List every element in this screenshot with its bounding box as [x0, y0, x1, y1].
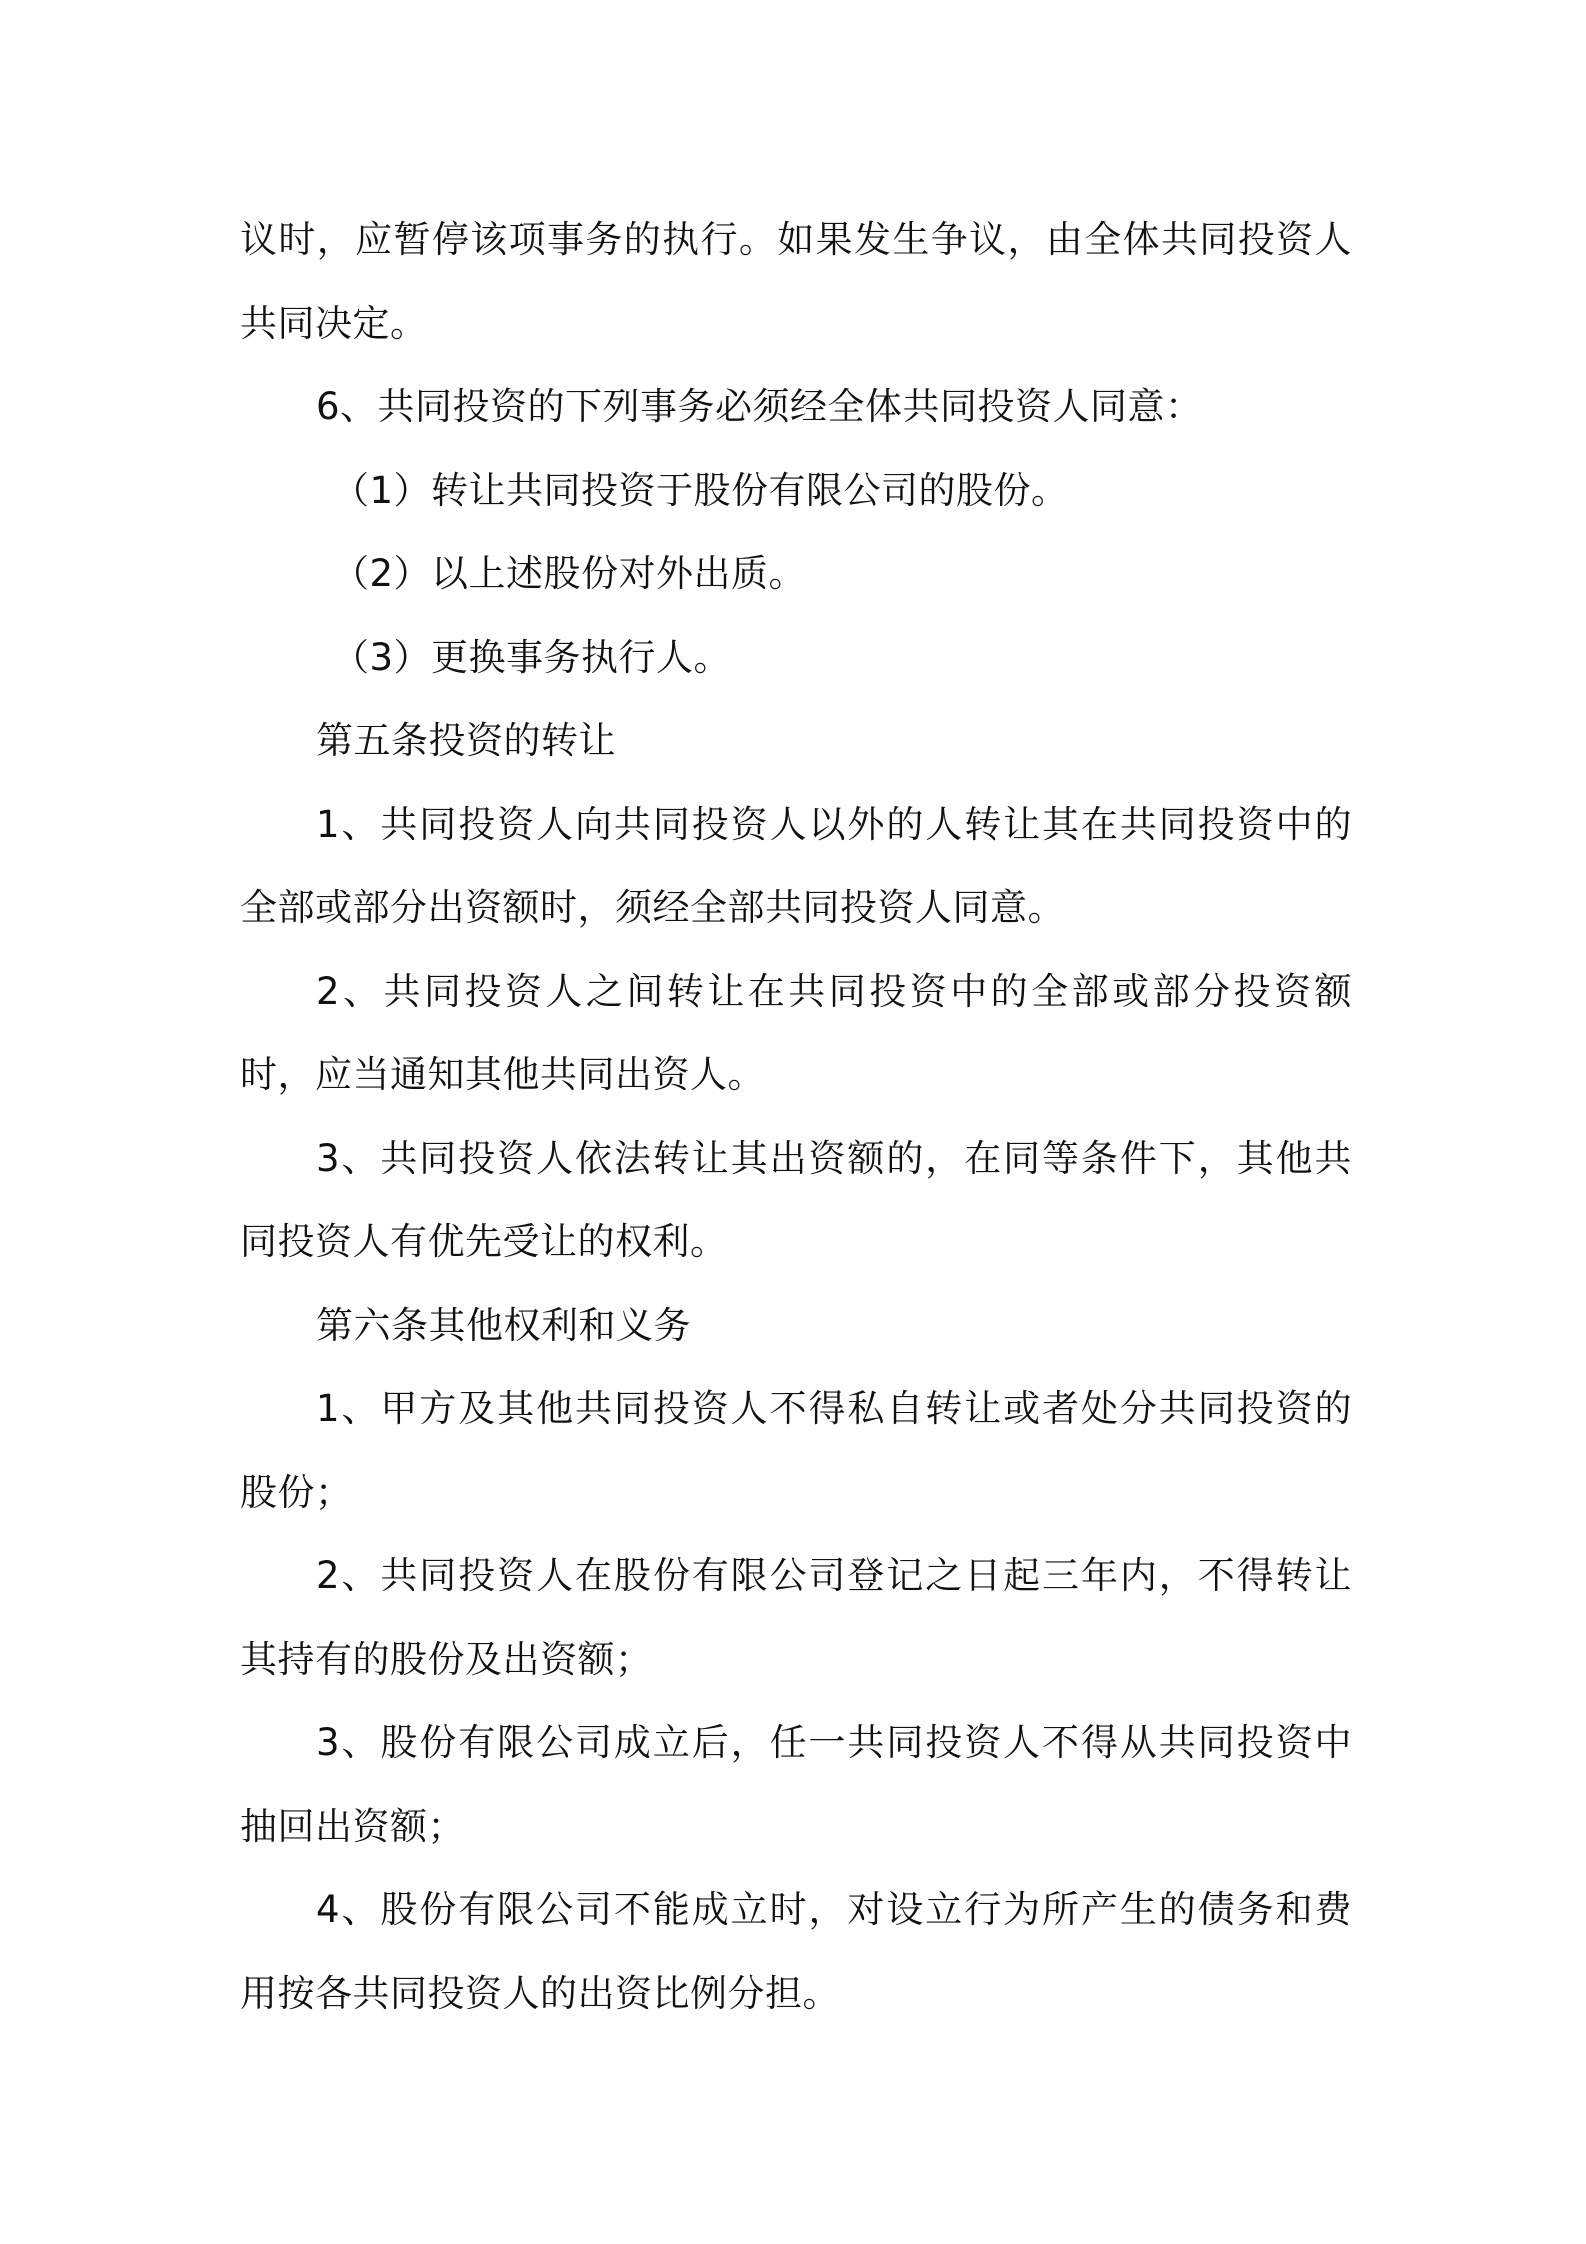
article-6-heading: 第六条其他权利和义务 — [316, 1303, 691, 1347]
article-6-clause-1: 1、甲方及其他共同投资人不得私自转让或者处分共同投资的股份； — [240, 1387, 1352, 1514]
document-body — [240, 198, 1352, 2035]
clause-6: 6、共同投资的下列事务必须经全体共同投资人同意： — [316, 385, 1203, 428]
article-5-clause-2: 2、共同投资人之间转让在共同投资中的全部或部分投资额时，应当通知其他共同出资人。 — [240, 969, 1352, 1096]
article-6-clause-2: 2、共同投资人在股份有限公司登记之日起三年内，不得转让其持有的股份及出资额； — [240, 1554, 1352, 1681]
list-item-2: （2）以上述股份对外出质。 — [332, 552, 807, 595]
article-6-clause-4: 4、股份有限公司不能成立时，对设立行为所产生的债务和费用按各共同投资人的出资比例分担。 — [240, 1888, 1352, 2015]
paragraph-continuation: 议时，应暂停该项事务的执行。如果发生争议，由全体共同投资人共同决定。 — [240, 218, 1352, 345]
list-item-1: （1）转让共同投资于股份有限公司的股份。 — [332, 468, 1069, 512]
article-5-clause-3: 3、共同投资人依法转让其出资额的，在同等条件下，其他共同投资人有优先受让的权利。 — [240, 1136, 1352, 1263]
article-5-clause-1: 1、共同投资人向共同投资人以外的人转让其在共同投资中的全部或部分出资额时，须经全部共同投资人同意。 — [240, 802, 1352, 929]
article-5-heading: 第五条投资的转让 — [316, 719, 616, 762]
article-6-clause-3: 3、股份有限公司成立后，任一共同投资人不得从共同投资中抽回出资额； — [240, 1721, 1352, 1848]
list-item-3: （3）更换事务执行人。 — [332, 635, 732, 679]
